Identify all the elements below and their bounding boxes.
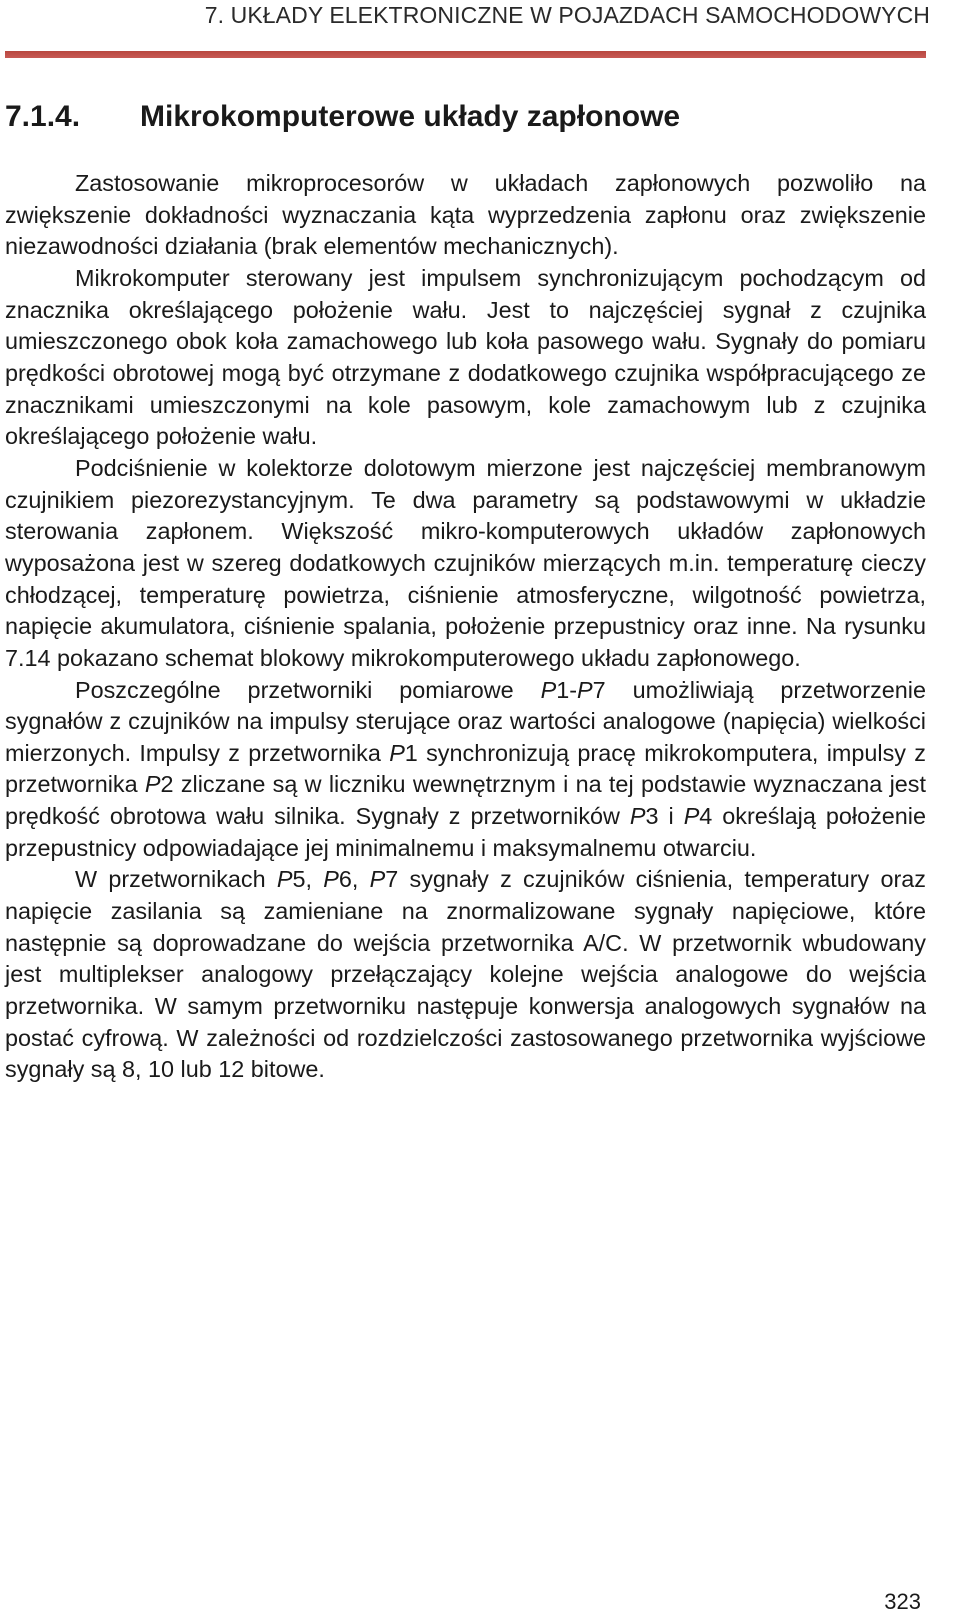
paragraph: Mikrokomputer sterowany jest impulsem synchronizującym pochodzącym od znacznika określającego położenie wału. Jest to najczęściej sygnał z czujnika umieszczonego obok koła zamachowego lub koła pasowego wału. Sygnały do pomiaru prędkości obrotowej mogą być otrzymane z dodatkowego czujnika współpracującego ze znacznikami umieszczonymi na kole pasowym, kole zamachowym lub z czujnika określającego położenie wału. — [5, 264, 926, 450]
paragraph: W przetwornikach P5, P6, P7 sygnały z czujników ciśnienia, temperatury oraz napięcie zasilania są zamieniane na znormalizowane sygnały napięciowe, które następnie są doprowadzane do wejścia przetwornika A/C. W przetwornik wbudowany jest multiplekser analogowy przełączający kolejne wejścia analogowe do wejścia przetwornika. W samym przetworniku następuje konwersja analogowych sygnałów na postać cyfrową. W zależności od rozdzielczości zastosowanego przetwornika wyjściowe sygnały są 8, 10 lub 12 bitowe. — [5, 866, 926, 1083]
page-number: 323 — [884, 1589, 921, 1614]
section-number: 7.1.4. — [5, 100, 81, 133]
running-header: 7. UKŁADY ELEKTRONICZNE W POJAZDACH SAMOCHODOWYCH — [204, 2, 930, 28]
paragraph: Poszczególne przetworniki pomiarowe P1-P7 umożliwiają przetworzenie sygnałów z czujników na impulsy sterujące oraz wartości analogowe (napięcia) wielkości mierzonych. Impulsy z przetwornika P1 synchronizują pracę mikrokomputera, impulsy z przetwornika P2 zliczane są w liczniku wewnętrznym i na tej podstawie wyznaczana jest prędkość obrotowa wału silnika. Sygnały z przetworników P3 i P4 określają położenie przepustnicy odpowiadające jej minimalnemu i maksymalnemu otwarciu. — [5, 676, 927, 861]
section-heading — [5, 100, 680, 134]
paragraph: Podciśnienie w kolektorze dolotowym mierzone jest najczęściej membranowym czujnikiem piezorezystancyjnym. Te dwa parametry są podstawowymi w układzie sterowania zapłonem. Większość mikro-komputerowych układów zapłonowych wyposażona jest w szereg dodatkowych czujników mierzących m.in. temperaturę cieczy chłodzącej, temperaturę powietrza, ciśnienie atmosferyczne, wilgotność powietrza, napięcie akumulatora, ciśnienie spalania, położenie przepustnicy oraz inne. Na rysunku 7.14 pokazano schemat blokowy mikrokomputerowego układu zapłonowego. — [5, 454, 926, 671]
section-title: Mikrokomputerowe układy zapłonowe — [140, 100, 681, 133]
paragraph: Zastosowanie mikroprocesorów w układach zapłonowych pozwoliło na zwiększenie dokładności wyznaczania kąta wyprzedzenia zapłonu oraz zwiększenie niezawodności działania (brak elementów mechanicznych). — [5, 170, 926, 260]
body-text — [5, 168, 926, 1086]
header-rule — [5, 51, 926, 58]
